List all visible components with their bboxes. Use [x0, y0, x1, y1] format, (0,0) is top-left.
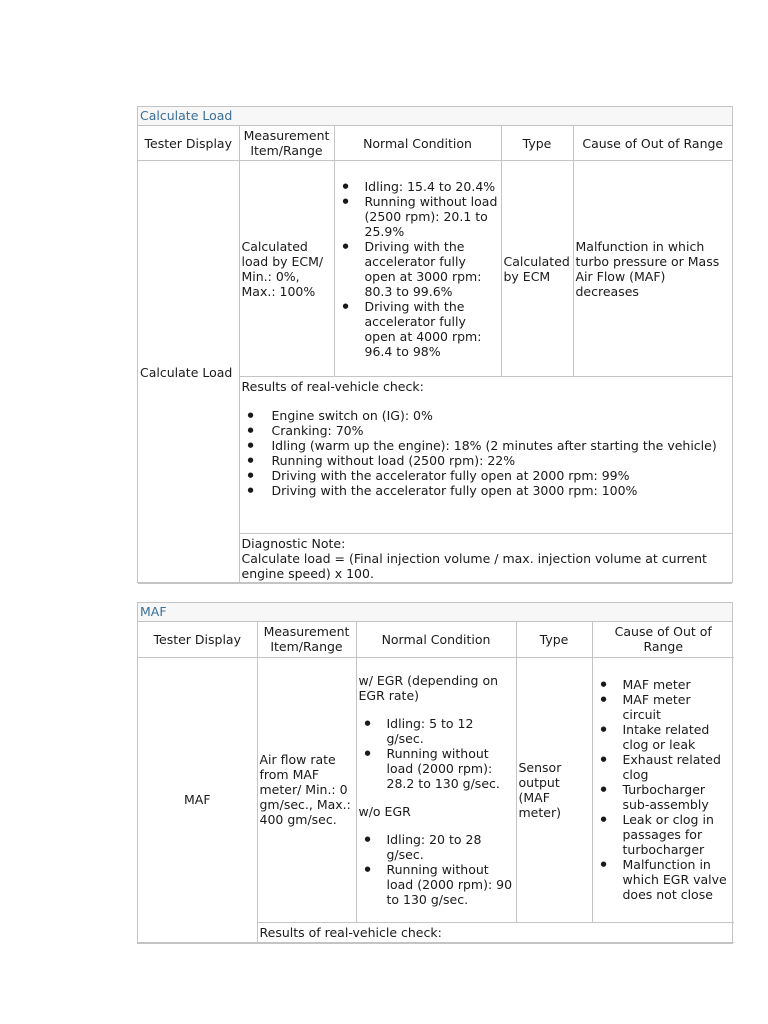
- header-type: Type: [516, 622, 592, 657]
- results-cell: [257, 922, 734, 942]
- tester-display-cell: Calculate Load: [138, 161, 239, 584]
- list-item: ● Driving with the accelerator fully open at 3000 rpm: 100%: [272, 483, 731, 498]
- list-item: ● Driving with the accelerator fully open at 2000 rpm: 99%: [272, 468, 731, 483]
- no-egr-heading: w/o EGR: [358, 803, 411, 819]
- diagnostic-note-cell: [239, 534, 732, 584]
- cause-list: [595, 677, 733, 902]
- header-tester-display: Tester Display: [138, 622, 257, 657]
- no-egr-list: [359, 832, 514, 907]
- list-item: ● Intake related clog or leak: [623, 722, 733, 752]
- list-item: ● Driving with the accelerator fully open at 3000 rpm: 80.3 to 99.6%: [365, 239, 499, 299]
- header-cause: Cause of Out of Range: [592, 622, 734, 657]
- list-item: ● Idling: 5 to 12 g/sec.: [387, 716, 514, 746]
- list-item: ● MAF meter circuit: [623, 692, 733, 722]
- section-title-maf: MAF: [138, 603, 732, 622]
- type-cell: Sensor output (MAF meter): [516, 657, 592, 922]
- list-item: ● Idling (warm up the engine): 18% (2 minutes after starting the vehicle): [272, 438, 731, 453]
- normal-condition-cell: [356, 657, 516, 922]
- egr-heading: w/ EGR (depending on EGR rate): [358, 672, 499, 703]
- list-item: ● Cranking: 70%: [272, 423, 731, 438]
- list-item: ● Idling: 15.4 to 20.4%: [365, 179, 499, 194]
- header-normal-condition: Normal Condition: [334, 126, 501, 161]
- measurement-cell: Calculated load by ECM/ Min.: 0%, Max.: 100%: [239, 161, 334, 377]
- calculate-load-table: [138, 126, 732, 584]
- list-item: ● Exhaust related clog: [623, 752, 733, 782]
- header-measurement: Measurement Item/Range: [239, 126, 334, 161]
- maf-block: [137, 602, 733, 944]
- results-cell: [239, 377, 732, 534]
- list-item: ● Idling: 20 to 28 g/sec.: [387, 832, 514, 862]
- header-type: Type: [501, 126, 573, 161]
- list-item: ● Malfunction in which EGR valve does not close: [623, 857, 733, 902]
- list-item: ● Driving with the accelerator fully open at 4000 rpm: 96.4 to 98%: [365, 299, 499, 359]
- type-cell: Calculated by ECM: [501, 161, 573, 377]
- header-tester-display: Tester Display: [138, 126, 239, 161]
- list-item: ● Running without load (2000 rpm): 28.2 to 130 g/sec.: [387, 746, 514, 791]
- results-heading: Results of real-vehicle check:: [259, 924, 442, 940]
- measurement-cell: Air flow rate from MAF meter/ Min.: 0 gm/sec., Max.: 400 gm/sec.: [257, 657, 356, 922]
- header-normal-condition: Normal Condition: [356, 622, 516, 657]
- list-item: ● Running without load (2000 rpm): 90 to 130 g/sec.: [387, 862, 514, 907]
- list-item: ● Leak or clog in passages for turbocharger: [623, 812, 733, 857]
- calculate-load-block: [137, 106, 733, 583]
- list-item: ● Running without load (2500 rpm): 20.1 to 25.9%: [365, 194, 499, 239]
- normal-condition-cell: [334, 161, 501, 377]
- header-measurement: Measurement Item/Range: [257, 622, 356, 657]
- cause-cell: Malfunction in which turbo pressure or Mass Air Flow (MAF) decreases: [573, 161, 732, 377]
- cause-cell: [592, 657, 734, 922]
- list-item: ● Running without load (2500 rpm): 22%: [272, 453, 731, 468]
- list-item: ● MAF meter: [623, 677, 733, 692]
- tester-display-cell: MAF: [138, 657, 257, 942]
- header-cause: Cause of Out of Range: [573, 126, 732, 161]
- egr-list: [359, 716, 514, 791]
- normal-condition-list: [337, 179, 499, 359]
- list-item: ● Turbocharger sub-assembly: [623, 782, 733, 812]
- results-heading: Results of real-vehicle check:: [241, 379, 424, 394]
- results-list: [242, 408, 731, 498]
- section-title-calculate-load: Calculate Load: [138, 107, 732, 126]
- maf-table: [138, 622, 734, 943]
- diagnostic-note-text: Calculate load = (Final injection volume / max. injection volume at current engine speed) x 100.: [241, 551, 707, 581]
- diagnostic-note-heading: Diagnostic Note:: [241, 536, 346, 551]
- list-item: ● Engine switch on (IG): 0%: [272, 408, 731, 423]
